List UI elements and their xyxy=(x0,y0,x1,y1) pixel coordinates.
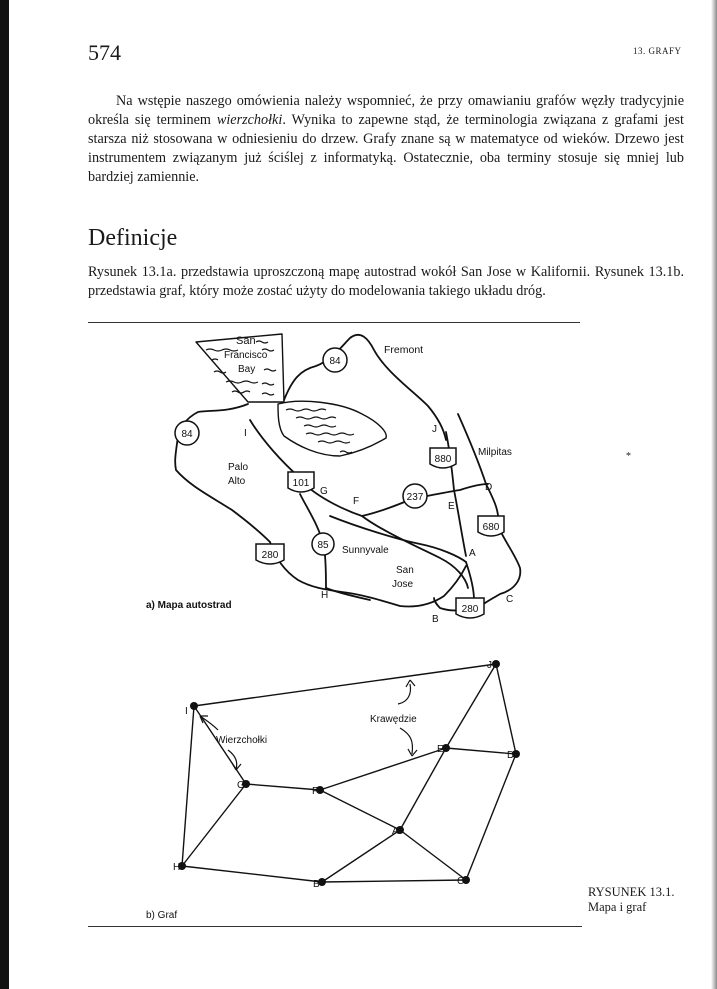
svg-text:84: 84 xyxy=(181,429,193,440)
map-point-e: E xyxy=(448,501,455,512)
city-milpitas: Milpitas xyxy=(478,447,512,458)
graph-vertex-i-dot xyxy=(190,702,198,710)
bay-label-bay: Bay xyxy=(238,364,256,375)
svg-text:101: 101 xyxy=(292,478,310,489)
page-number: 574 xyxy=(88,40,121,65)
svg-text:85: 85 xyxy=(317,540,329,551)
intro-text-end: . Wynika to zapewne stąd, że terminologia związana z grafami jest starsza niż stosowana w odniesieniu do drzew. Grafy znane są w matematyce od wieków. Drzewo jest instrumentem związanym już ściślej z informatyką. Ostatecznie, oba terminy stosuje się mniej lub bardziej zamiennie. xyxy=(88,112,684,185)
map-point-f: F xyxy=(353,496,360,507)
map-point-d: D xyxy=(485,482,493,493)
map-point-b: B xyxy=(432,614,439,625)
route-280-south-marker xyxy=(456,598,484,618)
section-paragraph: Rysunek 13.1a. przedstawia uproszczoną mapę autostrad wokół San Jose w Kalifornii. Rysunek 13.1b. przedstawia graf, który może zostać użyty do modelowania takiego układu dróg. xyxy=(88,264,684,299)
intro-text-italic: wierzchołki xyxy=(216,112,283,128)
route-680-marker xyxy=(478,516,504,536)
city-san: San xyxy=(396,565,414,576)
city-palo: Palo xyxy=(228,462,249,473)
city-alto: Alto xyxy=(228,476,246,487)
route-237-marker xyxy=(403,484,427,508)
section-heading: Definicje xyxy=(88,225,178,251)
svg-text:880: 880 xyxy=(434,454,452,465)
svg-text:280: 280 xyxy=(261,550,279,561)
graph-vertex-j-dot xyxy=(492,660,500,668)
graph-vertex-h-label: H xyxy=(173,862,181,873)
vertices-annotation: Wierzchołki xyxy=(216,735,268,746)
running-head: 13. GRAFY xyxy=(633,46,682,56)
graph-vertex-j-label: J xyxy=(487,660,492,671)
map-point-i: I xyxy=(244,428,247,439)
graph-vertex-i-label: I xyxy=(185,706,188,717)
graph-vertex-d-label: D xyxy=(507,750,515,761)
edges-annotation: Krawędzie xyxy=(370,714,417,725)
graph-vertex-a-label: A xyxy=(392,826,399,837)
highway-network xyxy=(175,334,520,610)
graph-vertex-f-label: F xyxy=(312,786,319,797)
intro-text-start: Na wstępie naszego omówienia należy wspomnieć, że przy omawianiu grafów węzły tradycyjnie określa się terminem xyxy=(88,93,684,128)
map-point-j: J xyxy=(432,424,437,435)
route-101-marker xyxy=(288,472,314,492)
graph-vertex-e-label: E xyxy=(437,744,444,755)
city-sunnyvale: Sunnyvale xyxy=(342,545,389,556)
map-point-a: A xyxy=(469,548,476,559)
graph-vertex-c-label: C xyxy=(457,876,465,887)
marginal-mark: * xyxy=(626,451,631,462)
svg-text:84: 84 xyxy=(329,356,341,367)
map-point-g: G xyxy=(320,486,328,497)
route-85-marker xyxy=(312,533,334,555)
map-caption: a) Mapa autostrad xyxy=(146,600,232,611)
route-880-marker xyxy=(430,448,456,468)
route-280-west-marker xyxy=(256,544,284,564)
svg-text:680: 680 xyxy=(482,522,500,533)
svg-text:280: 280 xyxy=(461,604,479,615)
city-fremont: Fremont xyxy=(384,344,424,356)
city-jose: Jose xyxy=(392,579,414,590)
graph-vertices xyxy=(178,660,520,886)
graph-caption: b) Graf xyxy=(146,910,178,921)
route-84-west-marker xyxy=(175,421,199,445)
annotation-arrows xyxy=(200,680,417,770)
graph-vertex-b-label: B xyxy=(313,879,320,890)
figure-caption-text: Mapa i graf xyxy=(588,900,647,914)
graph-vertex-g-label: G xyxy=(237,780,245,791)
bay-label-san: San xyxy=(236,335,256,347)
figure-caption-label: RYSUNEK 13.1. xyxy=(588,885,675,899)
route-84-east-marker xyxy=(323,348,347,372)
graph-edges xyxy=(182,664,516,882)
bay-label-francisco: Francisco xyxy=(224,350,268,361)
map-point-c: C xyxy=(506,594,514,605)
svg-text:237: 237 xyxy=(406,492,424,503)
map-point-h: H xyxy=(321,590,329,601)
